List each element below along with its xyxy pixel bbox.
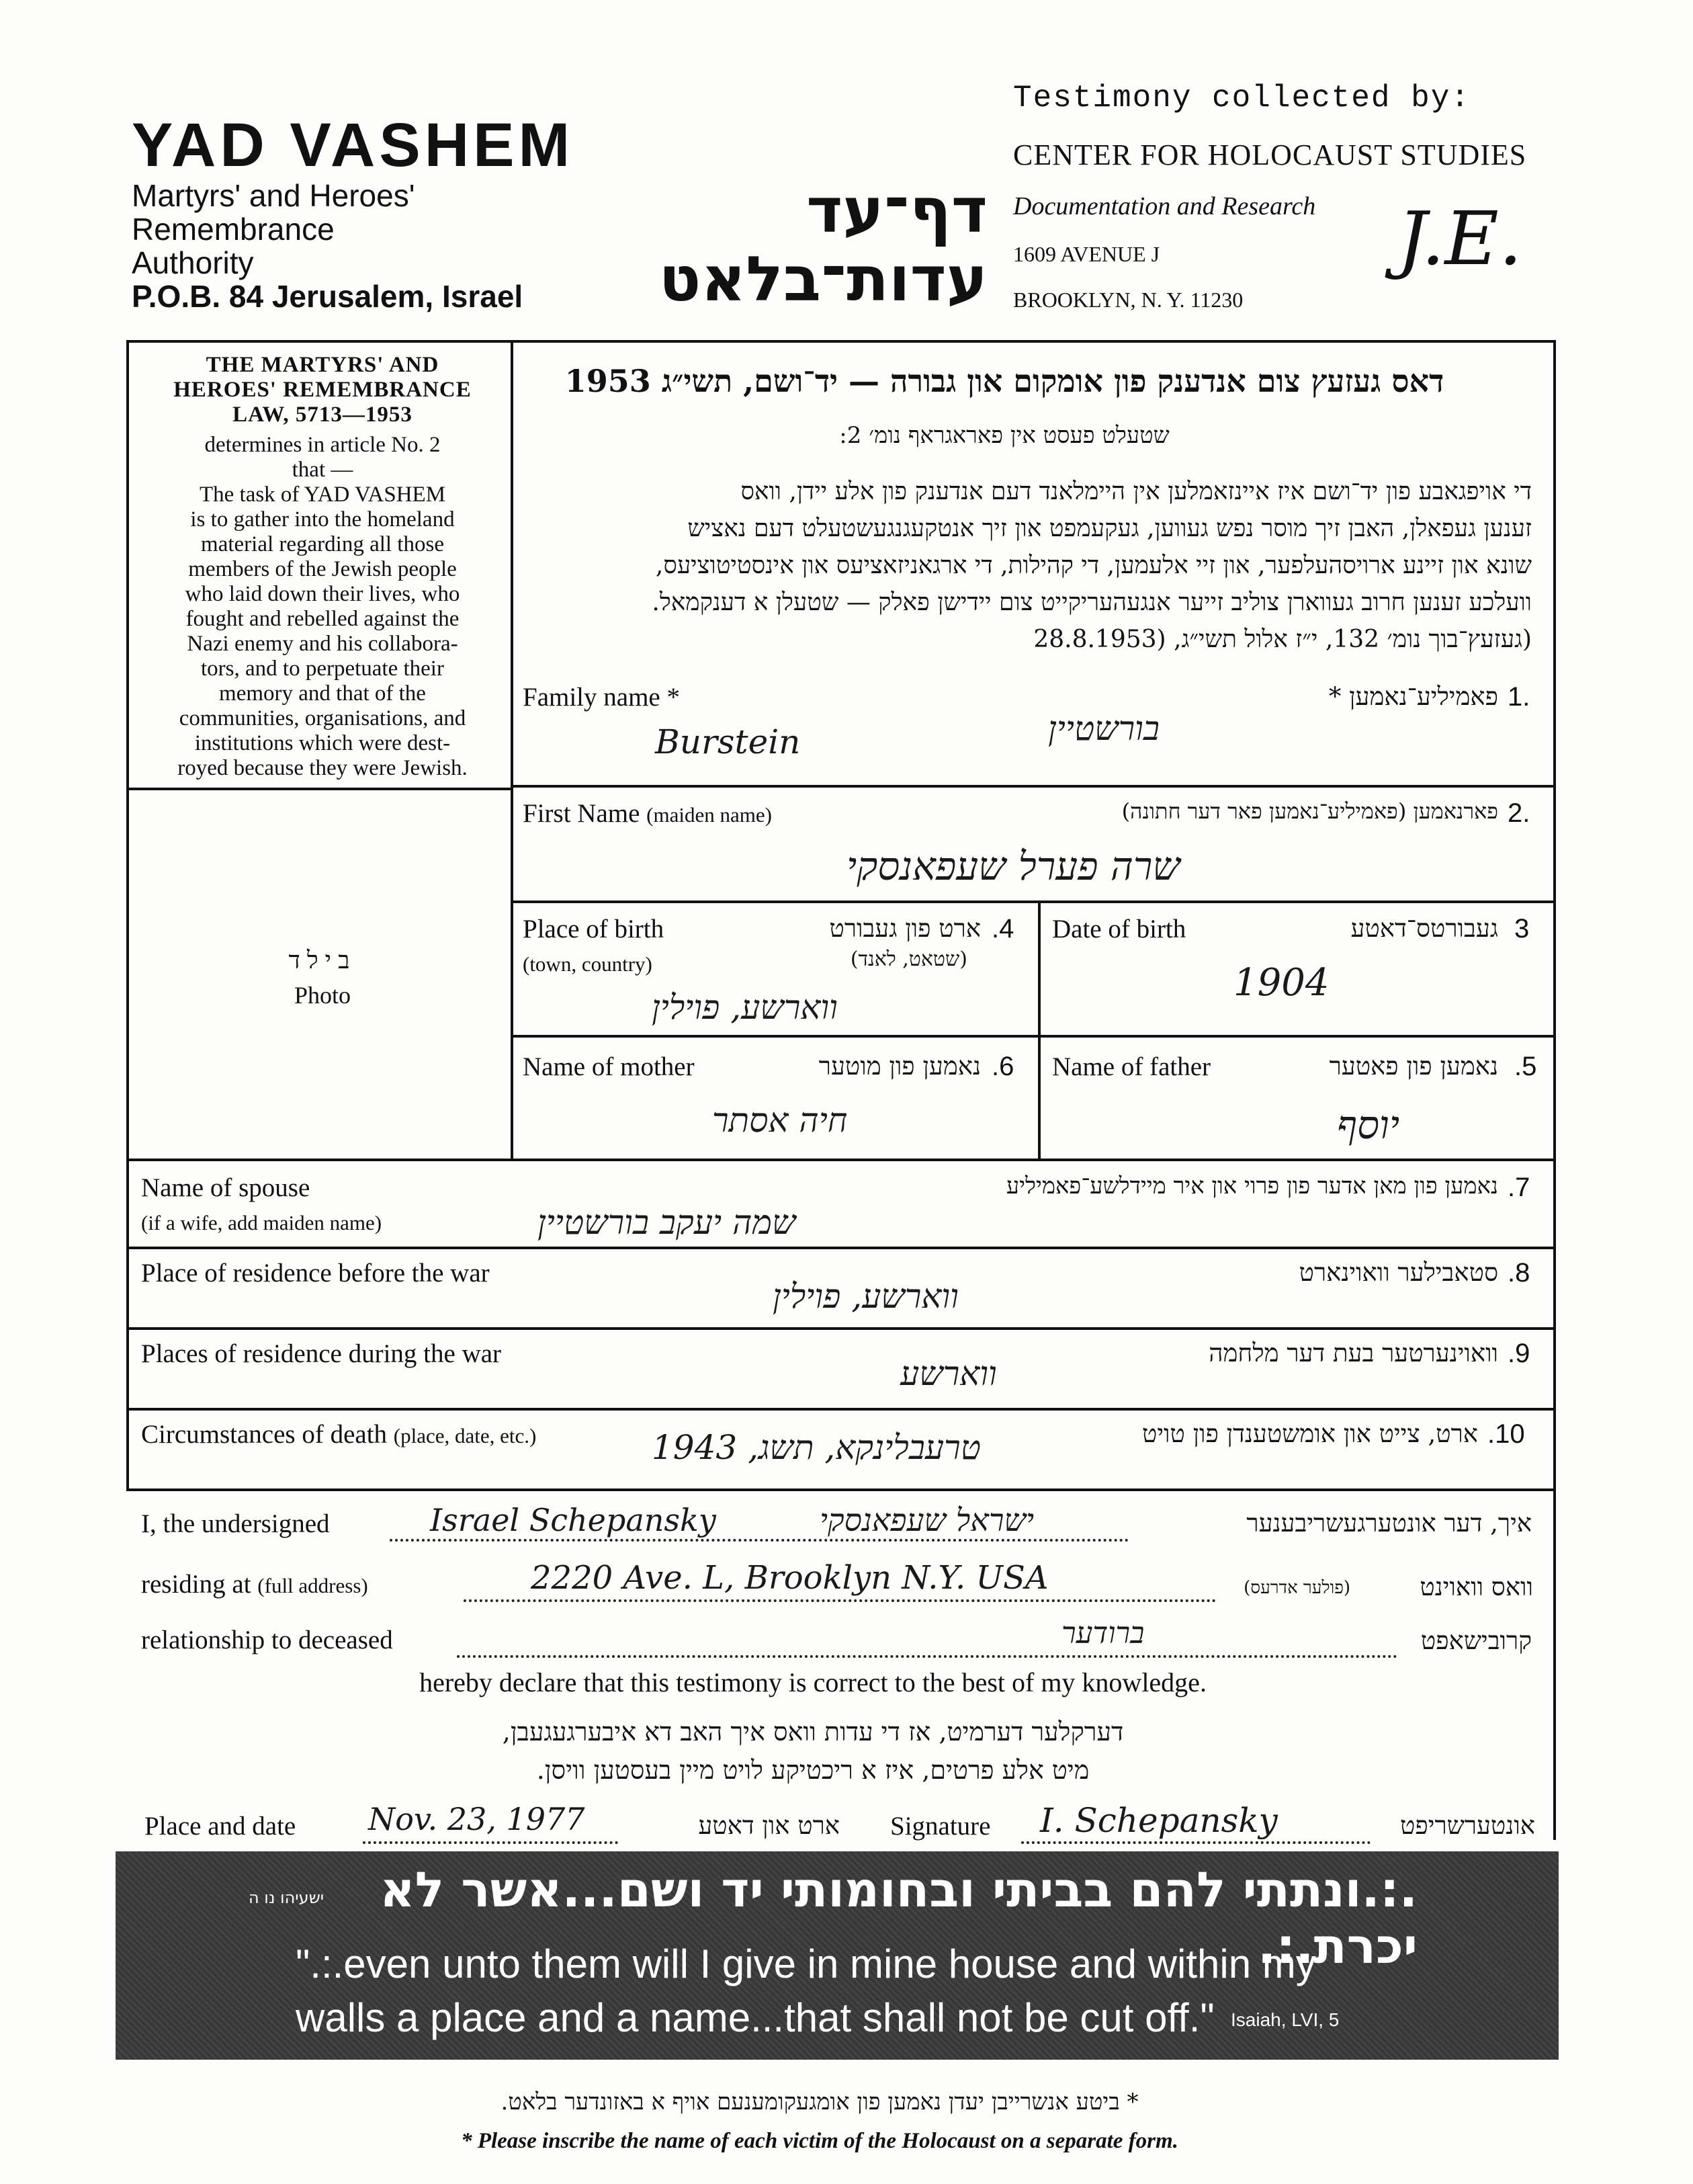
undersigned-label: I, the undersigned: [141, 1509, 330, 1538]
law-body-line: who laid down their lives, who: [185, 582, 460, 606]
residing-note-hebrew: (פולער אדרעס): [1244, 1578, 1350, 1598]
death-circumstances-label-note: (place, date, etc.): [393, 1424, 537, 1447]
row-divider: [126, 1488, 1556, 1491]
row-divider: [126, 1408, 1556, 1411]
wartime-residence-label-hebrew: וואוינערטער בעת דער מלחמה: [1209, 1339, 1498, 1368]
row-divider: [126, 1247, 1556, 1249]
org-title: YAD VASHEM: [132, 111, 574, 179]
law-body-line: tors, and to perpetuate their: [201, 657, 444, 681]
law-body-line: members of the Jewish people: [188, 557, 457, 581]
row-divider: [511, 785, 1556, 788]
father-name-label-hebrew: נאמען פון פאטער: [1329, 1052, 1498, 1081]
first-name-value[interactable]: שרה פערל שעפאנסקי: [846, 843, 1180, 889]
place-date-label: Place and date: [144, 1812, 296, 1841]
field-number: .4: [992, 914, 1014, 943]
law-heading-line: HEROES' REMEMBRANCE: [173, 378, 472, 402]
form-left-border: [126, 340, 129, 1160]
spouse-name-label: Name of spouse: [141, 1173, 310, 1202]
residing-label-text: residing at: [141, 1570, 251, 1599]
relationship-label: relationship to deceased: [141, 1626, 393, 1654]
row-divider: [126, 1159, 1556, 1161]
footer-note: * Please inscribe the name of each victim of the Holocaust on a separate form.: [461, 2129, 1178, 2153]
signature-label: Signature: [890, 1812, 991, 1841]
place-date-label-hebrew: ארט און דאטע: [698, 1811, 840, 1840]
row-divider: [511, 900, 1556, 903]
death-circumstances-label: [141, 1419, 536, 1450]
center-subtitle: Documentation and Research: [1013, 192, 1316, 220]
law-body-line: fought and rebelled against the: [185, 607, 460, 631]
undersigned-label-hebrew: איך, דער אונטערגעשריבענער: [1246, 1509, 1532, 1538]
field-number: .8: [1508, 1258, 1530, 1288]
family-name-label: Family name *: [523, 683, 680, 712]
field-number: .10: [1487, 1419, 1525, 1449]
law-hebrew-title: דאס געזעץ צום אנדענק פון אומקום און גבורה — יד־ושם, תשי״ג 1953: [564, 363, 1444, 399]
family-name-label-hebrew: פאמיליע־נאמען *: [1328, 682, 1498, 711]
signature-line: [1021, 1841, 1371, 1844]
prewar-residence-label: Place of residence before the war: [141, 1259, 490, 1288]
hebrew-title-2: עדות־בלאט: [658, 243, 988, 315]
law-body-line: material regarding all those: [201, 532, 444, 556]
date-of-birth-label-hebrew: געבורטס־דאטע: [1350, 914, 1498, 943]
place-of-birth-note-text: (town, country): [523, 952, 652, 976]
prewar-residence-value[interactable]: ווארשע, פוילין: [773, 1277, 959, 1316]
law-heading-line: THE MARTYRS' AND: [206, 353, 439, 377]
law-hebrew-line: וועלכע זענען חרוב געווארן צוליב זייער אנגעהעריקייט צום יידישן פאלק — שטעלן א דענקמאל.: [652, 589, 1532, 616]
row-divider: [126, 1327, 1556, 1330]
undersigned-name-value-hebrew[interactable]: ישראל שעפאנסקי: [820, 1502, 1035, 1538]
center-name: CENTER FOR HOLOCAUST STUDIES: [1013, 138, 1527, 171]
mother-name-label-hebrew: נאמען פון מוטער: [818, 1052, 981, 1081]
first-name-label: [523, 798, 772, 829]
law-hebrew-line: (געזעץ־בוך נומ׳ 132, י״ז אלול תשי״ג, (28.8.1953: [1033, 626, 1532, 653]
org-line: Remembrance: [132, 212, 335, 247]
prewar-residence-label-hebrew: סטאבילער וואוינארט: [1299, 1258, 1498, 1287]
law-body-line: is to gather into the homeland: [190, 507, 455, 532]
date-of-birth-value[interactable]: 1904: [1233, 961, 1330, 1005]
field-number: 1.: [1508, 682, 1530, 712]
spouse-name-note: [141, 1206, 382, 1236]
place-of-birth-label-hebrew: ארט פון געבורט: [829, 914, 981, 943]
law-box: [134, 353, 511, 783]
banner-reference: Isaiah, LVI, 5: [1231, 2009, 1340, 2030]
law-body-line: memory and that of the: [219, 681, 426, 706]
banner-hebrew-quote: .:.ונתתי להם בביתי ובחומותי יד ושם...אשר לא יכרת.:.: [380, 1861, 1418, 1974]
footer-note-hebrew: * ביטע אנשרייבן יעדן נאמען פון אומגעקומענעם אויף א באזונדער בלאט.: [501, 2089, 1139, 2115]
form-left-border: [126, 1159, 129, 1490]
handwritten-initials: J.E.: [1397, 196, 1522, 282]
place-of-birth-label: Place of birth: [523, 915, 664, 943]
death-circumstances-value[interactable]: טרעבלינקא, תשג, 1943: [652, 1428, 981, 1467]
wartime-residence-value[interactable]: ווארשע: [900, 1354, 997, 1393]
date-of-birth-label: Date of birth: [1052, 915, 1186, 943]
banner-hebrew-reference: ישעיהו נו ה: [249, 1888, 324, 1907]
center-address-line-1: 1609 AVENUE J: [1013, 242, 1160, 266]
field-number: .7: [1508, 1173, 1530, 1202]
first-name-label-text: First Name: [523, 799, 640, 828]
family-name-value[interactable]: Burstein: [655, 722, 801, 761]
declaration-hebrew-line: דערקלער דערמיט, אז די עדות וואס איך האב דא איבערגעגעבן,: [502, 1717, 1124, 1747]
residing-value[interactable]: 2220 Ave. L, Brooklyn N.Y. USA: [531, 1559, 1049, 1597]
photo-label-hebrew: בילד: [288, 947, 357, 974]
residing-label: [141, 1569, 368, 1599]
spouse-name-value[interactable]: שמה יעקב בורשטיין: [537, 1203, 796, 1242]
death-circumstances-label-hebrew: ארט, צייט און אומשטענדן פון טויט: [1141, 1419, 1478, 1448]
form-top-border: [126, 340, 1556, 343]
column-divider: [1038, 900, 1041, 1160]
hebrew-title-1: דף־עד: [806, 175, 988, 247]
undersigned-line: [390, 1539, 1129, 1542]
law-body-line: that —: [292, 458, 353, 482]
father-name-label: Name of father: [1052, 1052, 1211, 1081]
spouse-name-label-hebrew: נאמען פון מאן אדער פון פרוי און איר מיידלשע־פאמיליע: [1006, 1173, 1498, 1200]
wartime-residence-label: Places of residence during the war: [141, 1339, 502, 1368]
field-number: .6: [992, 1052, 1014, 1081]
center-address-line-2: BROOKLYN, N. Y. 11230: [1013, 288, 1244, 312]
place-of-birth-note-hebrew: (שטאט, לאנד): [850, 948, 967, 971]
place-of-birth-value[interactable]: ווארשע, פוילין: [652, 988, 838, 1027]
field-number: 2.: [1508, 798, 1530, 828]
place-date-line: [363, 1841, 618, 1844]
death-circumstances-label-text: Circumstances of death: [141, 1420, 388, 1449]
place-date-value[interactable]: Nov. 23, 1977: [368, 1801, 585, 1837]
declaration-english: hereby declare that this testimony is correct to the best of my knowledge.: [419, 1667, 1207, 1697]
collected-by-label: Testimony collected by:: [1013, 81, 1471, 116]
law-hebrew-line: די אויפגאבע פון יד־ושם איז איינזאמלען אין היימלאנד דעם אנדענק פון אלע יידן, וואס: [740, 478, 1532, 505]
first-name-label-note: (maiden name): [646, 803, 772, 827]
relationship-label-hebrew: קרובישאפט: [1420, 1626, 1532, 1655]
relationship-line: [457, 1655, 1397, 1658]
org-line: Authority: [132, 245, 254, 280]
residing-label-note: (full address): [257, 1574, 368, 1597]
law-body-line: Nazi enemy and his collabora-: [187, 632, 458, 656]
law-body-line: communities, organisations, and: [179, 706, 466, 730]
mother-name-value[interactable]: חיה אסתר: [712, 1101, 848, 1140]
residing-label-hebrew: וואס וואוינט: [1420, 1572, 1533, 1601]
mother-name-label: Name of mother: [523, 1052, 695, 1081]
law-body-line: royed because they were Jewish.: [177, 756, 468, 780]
row-divider: [511, 1035, 1556, 1038]
field-number: .9: [1508, 1339, 1530, 1368]
family-name-value-hebrew[interactable]: בורשטיין: [1048, 709, 1160, 748]
law-hebrew-line: שונא און זיינע ארויסהעלפער, און זיי אלעמען, די קהילות, די ארגאניזאציעס און אינסטיטוציעס,: [655, 552, 1532, 579]
undersigned-name-value[interactable]: Israel Schepansky: [430, 1502, 716, 1538]
law-body-line: determines in article No. 2: [204, 433, 441, 457]
form-right-border: [1553, 340, 1556, 1840]
org-address: P.O.B. 84 Jerusalem, Israel: [132, 279, 523, 314]
law-body-line: The task of YAD VASHEM: [199, 482, 446, 507]
place-of-birth-note: [523, 948, 652, 978]
law-hebrew-line: זענען געפאלן, האבן זיך מוסר נפש געווען, געקעמפט און זיך אנטקעגנגעשטעלט דעם נאציש: [687, 515, 1532, 542]
father-name-value[interactable]: יוסף: [1337, 1102, 1400, 1148]
relationship-value[interactable]: ברודער: [1061, 1616, 1145, 1650]
law-photo-divider: [126, 788, 512, 790]
field-number: .5: [1514, 1052, 1537, 1081]
org-line: Martyrs' and Heroes': [132, 178, 415, 213]
signature-value[interactable]: I. Schepansky: [1040, 1801, 1278, 1840]
banner-english-line: walls a place and a name...that shall not be cut off.": [296, 1995, 1215, 2040]
signature-label-hebrew: אונטערשריפט: [1400, 1811, 1535, 1840]
spouse-name-note-text: (if a wife, add maiden name): [141, 1211, 382, 1234]
first-name-label-hebrew: פארנאמען (פאמיליע־נאמען פאר דער חתונה): [1121, 798, 1498, 824]
law-body-line: institutions which were dest-: [194, 731, 451, 755]
photo-label: Photo: [294, 982, 351, 1009]
field-number: 3: [1514, 914, 1530, 943]
law-heading-line: LAW, 5713—1953: [232, 403, 413, 427]
banner-english-line: ".:.even unto them will I give in mine house and within my: [296, 1941, 1316, 1986]
law-hebrew-subtitle: שטעלט פעסט אין פאראגראף נומ׳ 2:: [839, 422, 1170, 449]
residing-line: [464, 1599, 1216, 1602]
declaration-hebrew-line: מיט אלע פרטים, איז א ריכטיקע לויט מיין בעסטען וויסן.: [536, 1755, 1090, 1785]
